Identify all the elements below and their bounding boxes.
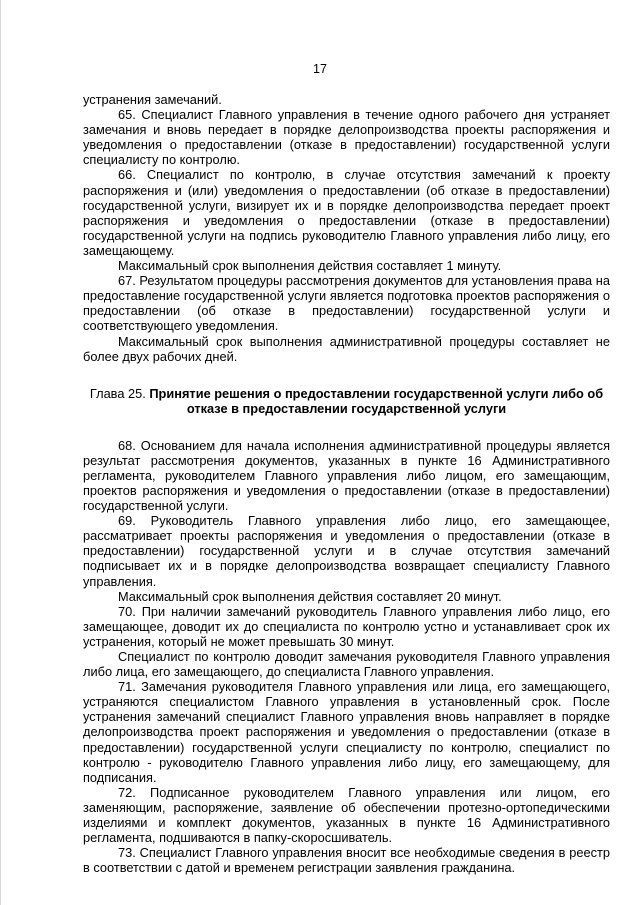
scan-edge-line bbox=[0, 0, 1, 905]
paragraph: 65. Специалист Главного управления в течение одного рабочего дня устраняет замечания и вновь передает в порядке делопроизводства проекты распоряжения и уведомления о предоставлении (отказе в предоставлении) государственной услуги специалисту по контролю. bbox=[83, 107, 610, 168]
paragraph: 73. Специалист Главного управления вносит все необходимые сведения в реестр в соответствии с датой и временем регистрации заявления гражданина. bbox=[83, 845, 610, 876]
document-body bbox=[83, 92, 610, 875]
paragraph: Максимальный срок выполнения действия составляет 1 минуту. bbox=[118, 258, 502, 274]
paragraph: 70. При наличии замечаний руководитель Главного управления либо лицо, его замещающее, доводит их до специалиста по контролю устно и устанавливает срок их устранения, который не может превышать 30 минут. bbox=[83, 603, 610, 649]
paragraph: 71. Замечания руководителя Главного управления или лица, его замещающего, устраняются специалистом Главного управления в установленный срок. После устранения замечаний специалист Главного управления вновь направляет в порядке делопроизводства проект распоряжения и уведомления о предоставлении (отказе в предоставлении) государственной услуги специалисту по контролю, специалист по контролю - руководителю Главного управления либо лицу, его замещающему, для подписания. bbox=[83, 679, 610, 785]
chapter-heading bbox=[83, 386, 610, 417]
section-after-chapter bbox=[83, 438, 610, 876]
paragraph: 66. Специалист по контролю, в случае отсутствия замечаний к проекту распоряжения и (или) уведомления о предоставлении (об отказе в предоставлении) государственной услуги, визирует их и в порядке делопроизводства передает проект распоряжения и уведомления о предоставлении (отказе в предоставлении) государственной услуги на подпись руководителю Главного управления либо лицу, его замещающему. bbox=[83, 167, 610, 258]
paragraph: 67. Результатом процедуры рассмотрения документов для установления права на предоставление государственной услуги является подготовка проектов распоряжения о предоставлении (об отказе в предоставлении) государственной услуги и соответствующего уведомления. bbox=[83, 273, 610, 334]
section-before-chapter bbox=[83, 92, 610, 364]
paragraph: 68. Основанием для начала исполнения административной процедуры является результат рассмотрения документов, указанных в пункте 16 Административного регламента, руководителем Главного управления либо лицом, его замещающим, проектов распоряжения и уведомления о предоставлении (отказе в предоставлении) государственной услуги. bbox=[83, 437, 610, 514]
paragraph: Максимальный срок выполнения действия составляет 20 минут. bbox=[118, 588, 502, 604]
page-number: 17 bbox=[313, 62, 327, 76]
chapter-prefix: Глава 25. bbox=[89, 385, 150, 401]
paragraph: 72. Подписанное руководителем Главного управления или лицом, его заменяющим, распоряжение, заявление об обеспечении протезно-ортопедическими изделиями и комплект документов, указанных в пункте 16 Административного регламента, подшиваются в папку-скоросшиватель. bbox=[83, 784, 610, 846]
paragraph: Максимальный срок выполнения административной процедуры составляет не более двух рабочих дней. bbox=[83, 333, 610, 364]
paragraph: устранения замечаний. bbox=[83, 92, 222, 107]
chapter-title: Принятие решения о предоставлении государственной услуги либо об отказе в предоставлении государственной услуги bbox=[149, 385, 604, 417]
paragraph: 69. Руководитель Главного управления либо лицо, его замещающее, рассматривает проекты распоряжения и уведомления о предоставлении (отказе в предоставлении) государственной услуги и в случае отсутствия замечаний подписывает их и в порядке делопроизводства возвращает специалисту Главного управления. bbox=[83, 513, 610, 589]
paragraph: Специалист по контролю доводит замечания руководителя Главного управления либо лица, его замещающего, до специалиста Главного управления. bbox=[83, 649, 610, 680]
